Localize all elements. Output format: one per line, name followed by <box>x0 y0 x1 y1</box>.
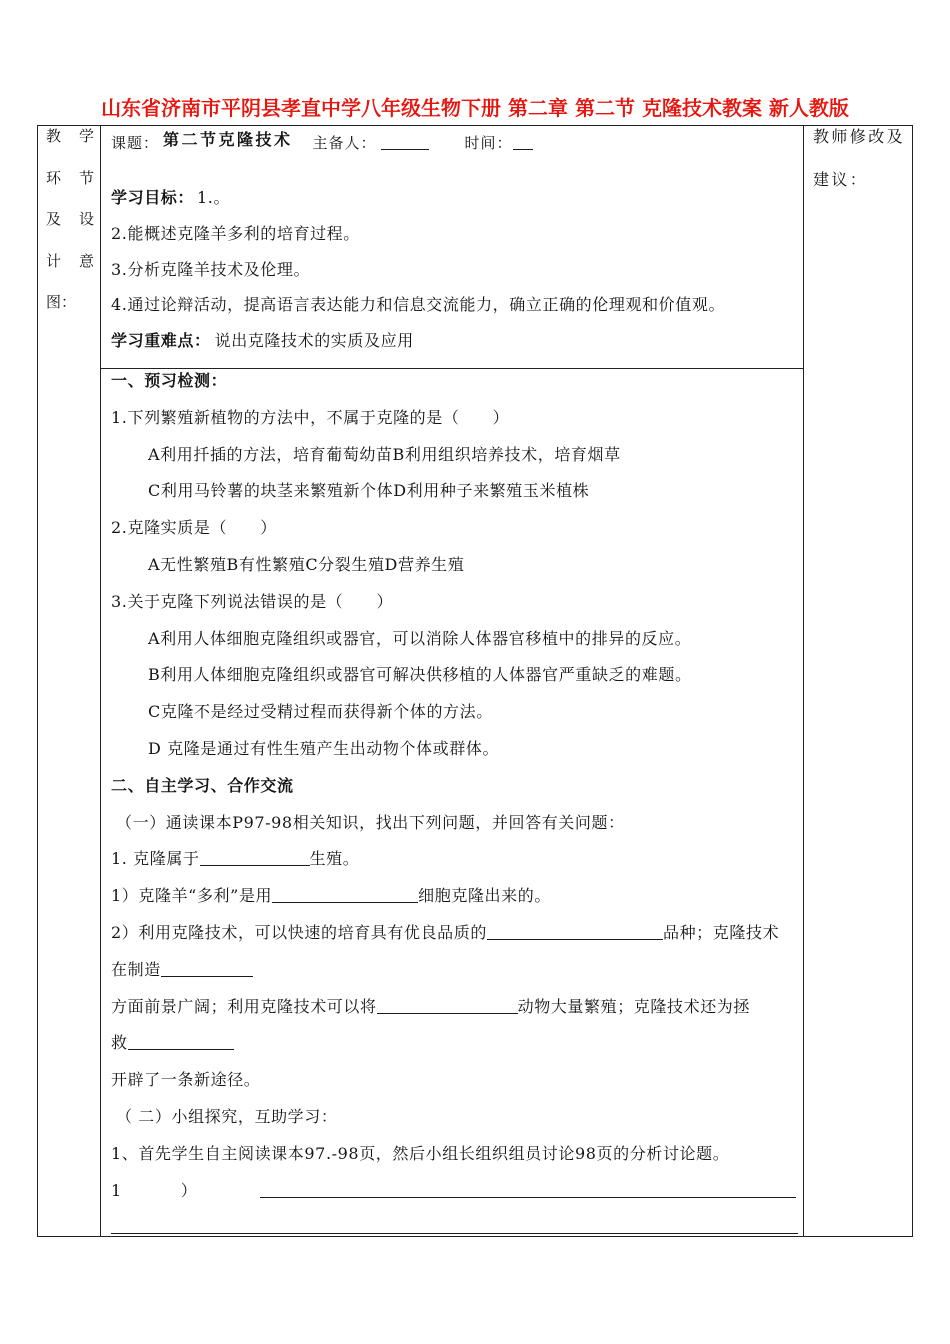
fill-in-text: 开辟了一条新途径。 <box>111 1070 261 1090</box>
fill-in-blank <box>487 926 663 940</box>
teacher-notes-label <box>813 115 905 201</box>
label-char: 节 <box>78 168 94 187</box>
section-heading: 一、预习检测： <box>111 371 228 390</box>
fill-in-line <box>111 1025 799 1062</box>
question-stem: 2.克隆实质是（ ） <box>111 518 277 538</box>
fill-in-text: 1. 克隆属于 <box>111 849 200 869</box>
answer-line <box>111 1209 799 1246</box>
fill-in-line <box>111 989 799 1026</box>
key-points-text: 说出克隆技术的实质及应用 <box>214 331 414 351</box>
time-label: 时间： <box>464 134 513 152</box>
task-instruction: 1、首先学生自主阅读课本97.-98页，然后小组长组织组员讨论98页的分析讨论题。 <box>111 1143 730 1163</box>
question-option: C克隆不是经过受精过程而获得新个体的方法。 <box>148 702 493 722</box>
fill-in-line <box>111 878 799 915</box>
subsection-heading: （ 二）小组探究，互助学习： <box>116 1106 338 1126</box>
fill-in-text: 1）克隆羊“多利”是用 <box>111 886 273 906</box>
section-heading: 二、自主学习、合作交流 <box>111 775 294 795</box>
fill-in-line <box>111 841 799 878</box>
time-blank <box>513 136 533 150</box>
lesson-plan-table <box>37 125 913 1237</box>
fill-in-text: 在制造 <box>111 959 161 979</box>
fill-in-blank <box>128 1036 234 1050</box>
fill-in-text: 品种；克隆技术 <box>662 922 780 942</box>
design-intent-label-row <box>38 282 100 324</box>
topic-row <box>111 126 533 160</box>
question-option: A无性繁殖B有性繁殖C分裂生殖D营养生殖 <box>148 554 465 574</box>
answer-blank <box>260 1184 796 1198</box>
objective-item: 4.通过论辩活动，提高语言表达能力和信息交流能力，确立正确的伦理观和价值观。 <box>111 295 726 315</box>
label-char: 及 <box>46 210 62 228</box>
question-stem: 1.下列繁殖新植物的方法中，不属于克隆的是（ ） <box>111 407 510 427</box>
fill-in-blank <box>272 889 418 903</box>
design-intent-column <box>38 126 101 1236</box>
label-char: 学 <box>78 127 94 145</box>
objectives-line <box>111 180 799 216</box>
key-points-label: 学习重难点： <box>111 331 211 351</box>
question-option: A利用扦插的方法，培育葡萄幼苗B利用组织培养技术，培育烟草 <box>148 444 621 464</box>
fill-in-text: 方面前景广阔；利用克隆技术可以将 <box>111 996 377 1016</box>
subsection-heading: （一）通读课本P97-98相关知识，找出下列问题，并回答有关问题： <box>116 812 625 832</box>
lesson-header-section <box>101 126 803 369</box>
fill-in-text: 细胞克隆出来的。 <box>418 886 551 906</box>
objectives-block <box>111 180 799 359</box>
fill-in-text: 救 <box>111 1033 128 1053</box>
fill-in-text: 2）利用克隆技术，可以快速的培育具有优良品质的 <box>111 922 487 942</box>
teacher-notes-label-line: 教师修改及 <box>813 127 906 146</box>
design-intent-label-row <box>38 116 100 158</box>
label-char: 教 <box>46 127 62 145</box>
label-char: 图： <box>46 293 77 311</box>
answer-paren: ） <box>180 1180 198 1200</box>
answer-number: 1 <box>111 1180 122 1200</box>
objective-item: 3.分析克隆羊技术及伦理。 <box>111 259 311 279</box>
label-char: 设 <box>78 210 94 228</box>
design-intent-label-row <box>38 158 100 200</box>
question-option: A利用人体细胞克隆组织或器官，可以消除人体器官移植中的排异的反应。 <box>148 628 692 648</box>
document-title: 山东省济南市平阴县孝直中学八年级生物下册 第二章 第二节 克隆技术教案 新人教版 <box>101 96 849 120</box>
fill-in-blank <box>200 852 310 866</box>
question-option: D 克隆是通过有性生殖产生出动物个体或群体。 <box>148 738 500 758</box>
design-intent-label <box>38 116 100 324</box>
fill-in-blank <box>377 1000 518 1014</box>
key-points-line <box>111 323 799 359</box>
teacher-notes-column <box>803 126 912 1236</box>
fill-in-line <box>111 952 799 989</box>
fill-in-blank <box>161 963 253 977</box>
topic-title: 第二节克隆技术 <box>163 130 293 149</box>
lesson-body-section <box>101 369 803 1236</box>
teacher-notes-label-line: 建议： <box>813 170 869 189</box>
author-blank <box>381 136 429 150</box>
topic-label: 课题： <box>111 134 160 152</box>
design-intent-label-row <box>38 241 100 283</box>
label-char: 计 <box>46 251 62 270</box>
answer-blank <box>111 1220 798 1234</box>
fill-in-text: 生殖。 <box>309 849 360 869</box>
question-option: B利用人体细胞克隆组织或器官可解决供移植的人体器官严重缺乏的难题。 <box>148 665 692 685</box>
author-label: 主备人： <box>312 134 377 152</box>
label-char: 环 <box>46 168 62 187</box>
design-intent-label-row <box>38 199 100 241</box>
fill-in-line <box>111 915 799 952</box>
label-char: 意 <box>78 251 94 270</box>
question-option: C利用马铃薯的块茎来繁殖新个体D利用种子来繁殖玉米植株 <box>148 481 590 501</box>
objective-item: 1.。 <box>197 188 231 207</box>
lesson-body-content <box>111 363 799 1246</box>
question-stem: 3.关于克隆下列说法错误的是（ ） <box>111 591 394 611</box>
objectives-label: 学习目标： <box>111 188 195 207</box>
objective-item: 2.能概述克隆羊多利的培育过程。 <box>111 223 360 243</box>
answer-line <box>111 1173 799 1210</box>
fill-in-text: 动物大量繁殖；克隆技术还为拯 <box>517 996 751 1016</box>
